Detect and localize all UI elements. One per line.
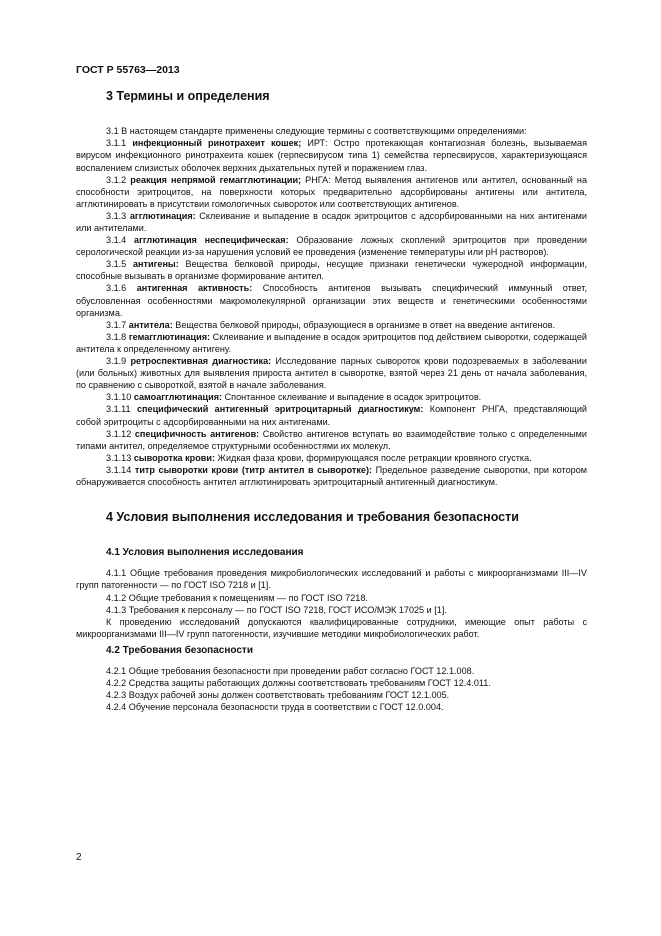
term-name: самоагглютинация:	[133, 392, 223, 403]
term-definition	[76, 464, 587, 488]
term-name: реакция непрямой гемагглютинации;	[130, 174, 302, 185]
terms-list	[76, 137, 587, 488]
term-name: агглютинация:	[129, 210, 196, 221]
term-name: титр сыворотки крови (титр антител в сыворотке):	[134, 464, 373, 475]
term-number: 3.1.13	[106, 452, 134, 463]
term-number: 3.1.8	[106, 331, 129, 342]
term-text: Образование ложных скоплений эритроцитов при проведении серологической реакции из-за нарушения условий ее проведения (изменение температуры или pH растворов).	[76, 235, 587, 258]
term-definition	[76, 452, 587, 464]
term-number: 3.1.9	[106, 356, 131, 367]
term-text: Вещества белковой природы, несущие признаки генетически чужеродной информации, способные вызывать в организме формирование антител.	[76, 259, 587, 282]
term-definition	[76, 210, 587, 234]
term-name: антигены:	[133, 259, 179, 270]
term-name: антитела:	[128, 319, 173, 330]
term-name: антигенная активность:	[136, 283, 253, 294]
term-definition	[76, 403, 587, 427]
paragraph: 4.1.3 Требования к персоналу — по ГОСТ ISO 7218, ГОСТ ИСО/МЭК 17025 и [1].	[106, 604, 447, 615]
term-name: ретроспективная диагностика:	[130, 356, 272, 367]
term-number: 3.1.11	[106, 404, 137, 415]
section-4-2-heading: 4.2 Требования безопасности	[106, 644, 253, 656]
term-text: Компонент РНГА, представляющий собой эритроциты с адсорбированными на них антигенами.	[76, 404, 587, 427]
term-name: сыворотка крови:	[133, 452, 216, 463]
term-definition	[76, 258, 587, 282]
term-definition	[76, 391, 587, 403]
term-name: гемагглютинация:	[128, 331, 211, 342]
term-number: 3.1.12	[106, 428, 135, 439]
term-name: специфический антигенный эритроцитарный диагностикум:	[136, 404, 424, 415]
term-number: 3.1.7	[106, 319, 129, 330]
term-number: 3.1.14	[106, 464, 135, 475]
term-text: Склеивание и выпадение в осадок эритроцитов под действием сыворотки, содержащей антитела к определенному антигену.	[76, 331, 587, 354]
term-text: РНГА: Метод выявления антигенов или антител, основанный на способности эритроцитов, на поверхности которых предварительно адсорбированы антигены или антитела, агглютинировать в присутствии гомологичных сывороток или соответствующих антигенов.	[76, 174, 588, 209]
term-definition	[76, 282, 587, 318]
term-number: 3.1.2	[106, 174, 131, 185]
term-definition	[76, 319, 587, 331]
paragraph: 4.1.2 Общие требования к помещениям — по ГОСТ ISO 7218.	[106, 592, 368, 603]
paragraph: 4.2.4 Обучение персонала безопасности труда в соответствии с ГОСТ 12.0.004.	[106, 702, 444, 713]
term-text: Предельное разведение сыворотки, при котором обнаруживается способность антител агглютинировать эритроцитарный антигенный диагностикум.	[76, 464, 587, 487]
term-text: Жидкая фаза крови, формирующаяся после ретракции кровяного сгустка.	[215, 452, 532, 463]
page-number: 2	[76, 852, 82, 863]
document-header: ГОСТ Р 55763—2013	[76, 64, 180, 76]
term-definition	[76, 234, 587, 258]
term-text: Спонтанное склеивание и выпадение в осадок эритроцитов.	[222, 392, 482, 403]
term-text: Свойство антигенов вступать во взаимодействие только с определенными типами антител, определяемое структурными особенностями их молекул.	[76, 428, 587, 451]
term-number: 3.1.3	[106, 210, 130, 221]
term-name: агглютинация неспецифическая:	[134, 235, 289, 246]
term-text: ИРТ: Острo протекающая контагиозная болезнь, вызываемая вирусом инфекционного ринотрахеита кошек (герпесвирусом типа 1) семейства герпесвирусов, характеризующаяся воспалением слизистых оболочек верхних дыхательных путей и поражением глаз.	[76, 138, 587, 173]
term-text: Исследование парных сывороток крови подозреваемых в заболевании (или больных) животных для выявления прироста антител в сыворотке, взятой через 21 день от начала заболевания, по сравнению с сывороткой, взятой в начале заболевания.	[76, 356, 587, 391]
section-3-heading: 3 Термины и определения	[106, 89, 270, 103]
document-body	[76, 88, 587, 713]
term-number: 3.1.1	[106, 138, 133, 149]
term-text: Способность антигенов вызывать специфический иммунный ответ, обусловленная особенностями макромолекулярной организации этих веществ и генетическими особенностями организма.	[76, 283, 587, 318]
term-number: 3.1.10	[106, 392, 134, 403]
paragraph: К проведению исследований допускаются квалифицированные сотрудники, имеющие опыт работы с микроорганизмами III—IV групп патогенности, изучившие методики микробиологических работ.	[76, 616, 587, 639]
term-number: 3.1.6	[106, 283, 137, 294]
term-definition	[76, 174, 587, 210]
paragraph: 4.2.1 Общие требования безопасности при проведении работ согласно ГОСТ 12.1.008.	[106, 665, 475, 676]
section-3-intro: 3.1 В настоящем стандарте применены следующие термины с соответствующими определениями:	[106, 126, 527, 137]
term-definition	[76, 428, 587, 452]
term-text: Вещества белковой природы, образующиеся в организме в ответ на введение антигенов.	[172, 319, 556, 330]
term-definition	[76, 331, 587, 355]
term-number: 3.1.5	[106, 259, 133, 270]
term-name: инфекционный ринотрахеит кошек;	[132, 138, 302, 149]
term-name: специфичность антигенов:	[134, 428, 260, 439]
paragraph: 4.2.2 Средства защиты работающих должны соответствовать требованиям ГОСТ 12.4.011.	[106, 677, 491, 688]
section-4-heading: 4 Условия выполнения исследования и требования безопасности	[106, 510, 519, 525]
term-definition	[76, 355, 587, 391]
section-4-1-heading: 4.1 Условия выполнения исследования	[106, 547, 304, 559]
paragraph: 4.1.1 Общие требования проведения микробиологических исследований и работы с микроорганизмами III—IV групп патогенности — по ГОСТ ISO 7218 и [1].	[76, 568, 587, 591]
paragraph: 4.2.3 Воздух рабочей зоны должен соответствовать требованиям ГОСТ 12.1.005.	[106, 690, 450, 701]
term-number: 3.1.4	[106, 235, 135, 246]
term-text: Склеивание и выпадение в осадок эритроцитов с адсорбированными на них антигенами или антителами.	[76, 210, 587, 233]
term-definition	[76, 137, 587, 173]
